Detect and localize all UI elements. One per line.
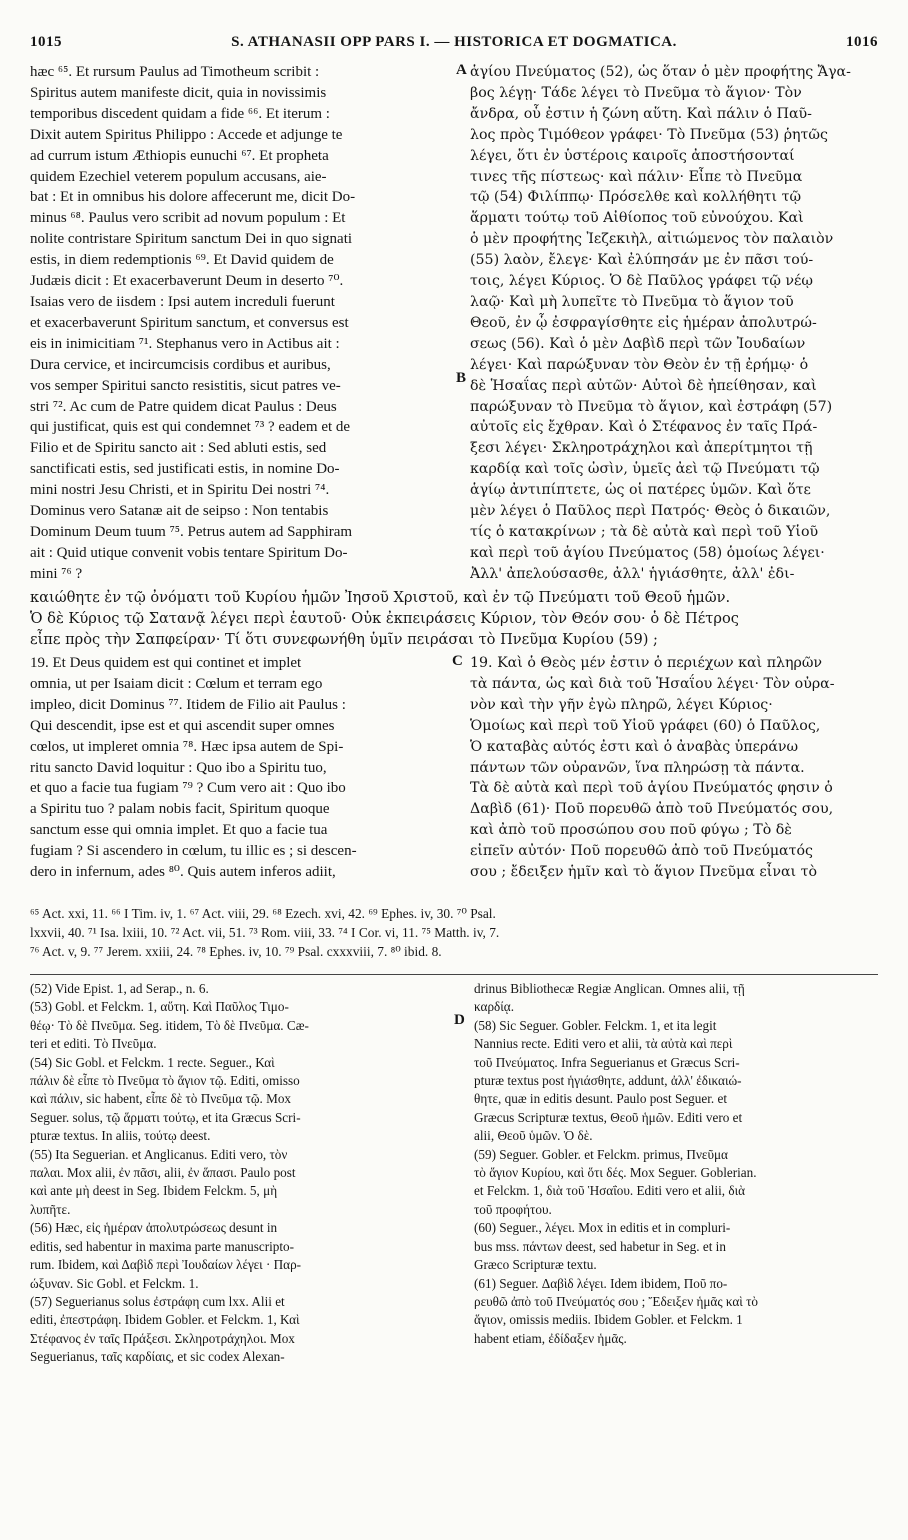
- note-line: bus mss. πάντων deest, sed habetur in Seg. et in: [474, 1238, 726, 1254]
- note-line: (58) Sic Seguer. Gobler. Felckm. 1, et ita legit: [474, 1017, 717, 1033]
- page-number-right: 1016: [846, 34, 878, 50]
- text-line: Ἀλλ' ἀπελούσασθε, ἀλλ' ἡγιάσθητε, ἀλλ' ἐδι-: [470, 565, 795, 582]
- text-line: ὁ μὲν προφήτης Ἰεζεκιὴλ, αἰτιώμενος τὸν παλαιὸν: [470, 231, 834, 248]
- text-line: τίς ὁ κατακρίνων ; τὰ δὲ αὐτὰ καὶ περὶ τοῦ Υἱοῦ: [470, 523, 819, 540]
- text-line: Qui descendit, ipse est et qui ascendit super omnes: [30, 717, 335, 734]
- note-line: et Felckm. 1, διὰ τοῦ Ἡσαΐου. Editi vero et alii, διὰ: [474, 1183, 746, 1199]
- page-number-left: 1015: [30, 34, 62, 50]
- text-line: τὰ πάντα, ὡς καὶ διὰ τοῦ Ἡσαΐου λέγει· Τὸν οὐρα-: [470, 675, 835, 692]
- greek-column-top: [470, 62, 878, 585]
- greek-column-bottom: [470, 653, 878, 883]
- note-line: Græcus Scripturæ textus, Θεοῦ ἡμῶν. Editi vero et: [474, 1109, 743, 1125]
- note-line: (57) Seguerianus solus ἐστράφη cum lxx. Alii et: [30, 1293, 285, 1309]
- text-line: καὶ ἀπὸ τοῦ προσώπου σου ποῦ φύγω ; Τὸ δὲ: [470, 822, 792, 839]
- text-line: sanctificati estis, sed justificati estis, in nomine Do-: [30, 461, 340, 478]
- notes-column-left: [30, 980, 448, 1367]
- text-line: Θεοῦ, ἐν ᾧ ἐσφραγίσθητε εἰς ἡμέραν ἀπολυτρώ-: [470, 314, 817, 331]
- note-line: (61) Seguer. Δαβὶδ λέγει. Idem ibidem, Ποῦ πο-: [474, 1275, 728, 1291]
- running-title: S. ATHANASII OPP PARS I. — HISTORICA ET DOGMATICA.: [231, 34, 677, 50]
- note-line: θέῳ· Τὸ δὲ Πνεῦμα. Seg. itidem, Τὸ δὲ Πνεῦμα. Cæ-: [30, 1017, 309, 1033]
- text-line: nolite contristare Spiritum sanctum Dei in quo signati: [30, 231, 353, 248]
- scripture-references: [30, 904, 878, 961]
- text-line: fugiam ? Si ascendero in cœlum, tu illic es ; si descen-: [30, 843, 357, 860]
- margin-letter-c: C: [452, 653, 463, 669]
- note-line: θητε, quæ in editis desunt. Paulo post Seguer. et: [474, 1091, 727, 1107]
- text-line: σεως (56). Καὶ ὁ μὲν Δαβὶδ περὶ τῶν Ἰουδαίων: [470, 335, 806, 352]
- text-line: a Spiritu tuo ? palam nobis facit, Spiritum quoque: [30, 801, 330, 818]
- note-line: alii, Θεοῦ ὑμῶν. Ὁ δὲ.: [474, 1128, 593, 1144]
- text-line: et exacerbaverunt Spiritum sanctum, et conversus est: [30, 314, 349, 331]
- text-line: νὸν καὶ τὴν γῆν ἐγὼ πληρῶ, λέγει Κύριος·: [470, 696, 773, 713]
- note-line: καὶ πάλιν, sic habent, εἶπε δὲ τὸ Πνεῦμα τῷ. Mox: [30, 1091, 292, 1107]
- text-line: τινες τῆς πίστεως· καὶ πάλιν· Εἶπε τὸ Πνεῦμα: [470, 168, 803, 185]
- text-line: mini nostri Jesu Christi, et in Spiritu Dei nostri ⁷⁴.: [30, 482, 330, 499]
- note-line: Græco Scripturæ textu.: [474, 1257, 597, 1273]
- text-line: ξεσι λέγει· Σκληροτράχηλοι καὶ ἀπερίτμητοι τῇ: [470, 440, 813, 457]
- note-line: ώξυναν. Sic Gobl. et Felckm. 1.: [30, 1275, 199, 1291]
- margin-letter-a: A: [456, 62, 467, 78]
- text-line: Spiritus autem manifeste dicit, quia in novissimis: [30, 84, 327, 101]
- text-line: quidem Ezechiel veterem populum accusans, aie-: [30, 168, 327, 185]
- note-line: πάλιν δὲ εἶπε τὸ Πνεῦμα τὸ ἅγιον τῷ. Editi, omisso: [30, 1073, 300, 1089]
- text-line: Δαβὶδ (61)· Ποῦ πορευθῶ ἀπὸ τοῦ Πνεύματός σου,: [470, 801, 834, 818]
- text-line: cœlos, ut impleret omnia ⁷⁸. Hæc ipsa autem de Spi-: [30, 738, 344, 755]
- text-line: dero in infernum, ades ⁸⁰. Quis autem inferos adiit,: [30, 864, 336, 881]
- text-line: εἶπε πρὸς τὴν Σαπφείραν· Τί ὅτι συνεφωνήθη ὑμῖν πειράσαι τὸ Πνεῦμα Κυρίου (59) ;: [30, 631, 658, 648]
- note-line: editi, ἐπεστράφη. Ibidem Gobler. et Felckm. 1, Καὶ: [30, 1312, 300, 1328]
- note-line: Seguer. solus, τῷ ἅρματι τούτῳ, et ita Græcus Scri-: [30, 1109, 301, 1125]
- note-line: (56) Hæc, εἰς ἡμέραν ἀπολυτρώσεως desunt in: [30, 1220, 278, 1236]
- latin-column-top: [30, 62, 452, 585]
- text-line: omnia, ut per Isaiam dicit : Cœlum et terram ego: [30, 675, 323, 692]
- page-header: [30, 34, 878, 56]
- text-line: ἅρματι τούτῳ τοῦ Αἰθίοπος τοῦ εὐνούχου. Καὶ: [470, 210, 804, 227]
- note-line: λυπῆτε.: [30, 1201, 71, 1217]
- text-line: Dominus vero Satanæ ait de seipso : Non tentabis: [30, 503, 329, 520]
- note-line: Seguerianus, ταῖς καρδίαις, et sic codex Alexan-: [30, 1349, 285, 1365]
- text-line: λέγει, ὅτι ἐν ὑστέροις καιροῖς ἀποστήσονταί: [470, 147, 795, 164]
- margin-letter-b: B: [456, 370, 467, 386]
- text-line: Judæis dicit : Et exacerbaverunt Deum in deserto ⁷⁰.: [30, 273, 344, 290]
- text-line: ritu sancto David loquitur : Quo ibo a Spiritu tuo,: [30, 759, 327, 776]
- text-line: Dura cervice, et incircumcisis cordibus et auribus,: [30, 356, 331, 373]
- note-line: καὶ ante μὴ deest in Seg. Ibidem Felckm. 5, μὴ: [30, 1183, 278, 1199]
- text-line: (55) λαὸν, ἔλεγε· Καὶ ἐλύπησάν με ἐν πᾶσι τού-: [470, 252, 814, 269]
- note-line: pturæ textus post ἡγιάσθητε, addunt, ἀλλ' ἐδικαιώ-: [474, 1073, 742, 1089]
- note-line: (53) Gobl. et Felckm. 1, αὕτη. Καὶ Παῦλος Τιμο-: [30, 999, 289, 1015]
- note-line: (52) Vide Epist. 1, ad Serap., n. 6.: [30, 981, 209, 996]
- note-line: ρευθῶ ἀπὸ τοῦ Πνεύματός σου ; Ἔδειξεν ἡμᾶς καὶ τὸ: [474, 1293, 759, 1309]
- note-line: pturæ textus. In aliis, τούτῳ deest.: [30, 1128, 211, 1144]
- note-line: editis, sed habentur in maxima parte manuscripto-: [30, 1238, 295, 1254]
- text-line: σου ; ἔδειξεν ἡμῖν καὶ τὸ ἅγιον Πνεῦμα εἶναι τὸ: [470, 864, 818, 881]
- text-line: τῷ (54) Φιλίππῳ· Πρόσελθε καὶ κολλήθητι τῷ: [470, 189, 802, 206]
- note-line: τοῦ προφήτου.: [474, 1201, 552, 1217]
- note-line: ἅγιον, omissis mediis. Ibidem Gobler. et Felckm. 1: [474, 1312, 743, 1328]
- text-line: temporibus discedent quidam a fide ⁶⁶. Et iterum :: [30, 105, 330, 122]
- note-line: (60) Seguer., λέγει. Mox in editis et in compluri-: [474, 1220, 731, 1236]
- text-line: ἄνδρα, οὗ ἐστιν ἡ ζώνη αὕτη. Καὶ πάλιν ὁ Παῦ-: [470, 105, 812, 122]
- text-line: bat : Et in omnibus his dolore affecerunt me, dicit Do-: [30, 189, 356, 206]
- text-line: sanctum esse qui omnia implet. Et quo a facie tua: [30, 822, 328, 839]
- text-line: τοις, λέγει Κύριος. Ὁ δὲ Παῦλος γράφει τῷ νέῳ: [470, 273, 813, 290]
- notes-divider: [30, 974, 878, 975]
- text-line: qui justificat, quis est qui condemnet ⁷³ ? eadem et de: [30, 419, 351, 436]
- text-line: mini ⁷⁶ ?: [30, 565, 83, 582]
- text-line: Τὰ δὲ αὐτὰ καὶ περὶ τοῦ ἁγίου Πνεύματός φησιν ὁ: [470, 780, 833, 797]
- note-line: teri et editi. Τὸ Πνεῦμα.: [30, 1036, 157, 1052]
- text-line: ad currum istum Æthiopis eunuchi ⁶⁷. Et propheta: [30, 147, 329, 164]
- reference-line: ⁷⁶ Act. v, 9. ⁷⁷ Jerem. xxiii, 24. ⁷⁸ Ephes. iv, 10. ⁷⁹ Psal. cxxxviii, 7. ⁸⁰ ibid. 8.: [30, 944, 442, 959]
- note-line: rum. Ibidem, καὶ Δαβὶδ περὶ Ἰουδαίων λέγει · Παρ-: [30, 1257, 302, 1273]
- text-line: λος πρὸς Τιμόθεον γράφει· Τὸ Πνεῦμα (53) ῥητῶς: [470, 126, 828, 143]
- reference-line: lxxvii, 40. ⁷¹ Isa. lxiii, 10. ⁷² Act. vii, 51. ⁷³ Rom. viii, 33. ⁷⁴ I Cor. vi, 11. ⁷⁵ Matth. iv, 7.: [30, 925, 500, 940]
- text-line: Ὁμοίως καὶ περὶ τοῦ Υἱοῦ γράφει (60) ὁ Παῦλος,: [470, 717, 821, 734]
- text-line: ἁγίῳ ἀντιπίπτετε, ὡς οἱ πατέρες ὑμῶν. Καὶ ὅτε: [470, 482, 811, 499]
- text-line: et quo a facie tua fugiam ⁷⁹ ? Cum vero ait : Quo ibo: [30, 780, 346, 797]
- note-line: (55) Ita Seguerian. et Anglicanus. Editi vero, τὸν: [30, 1146, 288, 1162]
- text-line: estis, in diem redemptionis ⁶⁹. Et David quidem de: [30, 252, 334, 269]
- text-line: δὲ Ἡσαΐας περὶ αὐτῶν· Αὐτοὶ δὲ ἠπείθησαν, καὶ: [470, 377, 817, 394]
- text-line: ἁγίου Πνεύματος (52), ὡς ὅταν ὁ μὲν προφήτης Ἄγα-: [470, 64, 851, 80]
- text-line: Isaias vero de iisdem : Ipsi autem increduli fuerunt: [30, 293, 335, 310]
- text-line: καὶ περὶ τοῦ ἁγίου Πνεύματος (58) ὁμοίως λέγει·: [470, 544, 825, 561]
- text-line: Ὁ δὲ Κύριος τῷ Σατανᾷ λέγει περὶ ἑαυτοῦ· Οὐκ ἐκπειράσεις Κύριον, τὸν Θεόν σου· ὁ δὲ Πέτρος: [30, 610, 739, 627]
- latin-column-bottom: [30, 653, 452, 883]
- text-line: πάντων τῶν οὐρανῶν, ἵνα πληρώσῃ τὰ πάντα.: [470, 759, 805, 776]
- text-line: παρώξυναν τὸ Πνεῦμα τὸ ἅγιον, καὶ ἐστράφη (57): [470, 398, 833, 415]
- text-line: Filio et de Spiritu sancto ait : Sed abluti estis, sed: [30, 440, 327, 457]
- text-line: hæc ⁶⁵. Et rursum Paulus ad Timotheum scribit :: [30, 64, 320, 80]
- note-line: καρδίᾳ.: [474, 999, 514, 1015]
- text-line: vos semper Spiritui sancto resistitis, sicut patres ve-: [30, 377, 341, 394]
- text-line: μὲν λέγει ὁ Παῦλος περὶ Πατρός· Θεὸς ὁ δικαιῶν,: [470, 503, 831, 520]
- note-line: Στέφανος ἐν ταῖς Πράξεσι. Σκληροτράχηλοι. Mox: [30, 1330, 295, 1346]
- text-line: αὐτοῖς εἰς ἔχθραν. Καὶ ὁ Στέφανος ἐν ταῖς Πρά-: [470, 419, 818, 436]
- text-line: impleo, dicit Dominus ⁷⁷. Itidem de Filio ait Paulus :: [30, 696, 346, 713]
- text-line: ait : Quid utique convenit vobis tentare Spiritum Do-: [30, 544, 348, 561]
- text-line: eis in inimicitiam ⁷¹. Stephanus vero in Actibus ait :: [30, 335, 340, 352]
- text-line: λαῷ· Καὶ μὴ λυπεῖτε τὸ Πνεῦμα τὸ ἅγιον τοῦ: [470, 293, 794, 310]
- text-line: εἰπεῖν αὐτόν· Ποῦ πορευθῶ ἀπὸ τοῦ Πνεύματός: [470, 843, 813, 860]
- note-line: (54) Sic Gobl. et Felckm. 1 recte. Seguer., Καὶ: [30, 1054, 275, 1070]
- note-line: Nannius recte. Editi vero et alii, τὰ αὐτὰ καὶ περὶ: [474, 1036, 733, 1052]
- reference-line: ⁶⁵ Act. xxi, 11. ⁶⁶ I Tim. iv, 1. ⁶⁷ Act. viii, 29. ⁶⁸ Ezech. xvi, 42. ⁶⁹ Ephes. iv, 30. ⁷⁰ Psal.: [30, 906, 496, 921]
- note-line: drinus Bibliothecæ Regiæ Anglican. Omnes alii, τῇ: [474, 981, 745, 996]
- note-line: παλαι. Mox alii, ἐν πᾶσι, alii, ἐν ἅπασι. Paulo post: [30, 1165, 296, 1181]
- text-line: καρδίᾳ καὶ τοῖς ὠσὶν, ὑμεῖς ἀεὶ τῷ Πνεύματι τῷ: [470, 461, 820, 478]
- note-line: τοῦ Πνεύματος. Infra Seguerianus et Græcus Scri-: [474, 1054, 740, 1070]
- text-line: Ὁ καταβὰς αὐτός ἐστι καὶ ὁ ἀναβὰς ὑπεράνω: [470, 738, 799, 755]
- text-line: 19. Καὶ ὁ Θεὸς μέν ἐστιν ὁ περιέχων καὶ πληρῶν: [470, 655, 823, 671]
- note-line: (59) Seguer. Gobler. et Felckm. primus, Πνεῦμα: [474, 1146, 728, 1162]
- text-line: βος λέγῃ· Τάδε λέγει τὸ Πνεῦμα τὸ ἅγιον· Τὸν: [470, 84, 802, 101]
- text-line: λέγει· Καὶ παρώξυναν τὸν Θεὸν ἐν τῇ ἐρήμῳ· ὁ: [470, 356, 809, 373]
- notes-column-right: [474, 980, 878, 1348]
- text-line: stri ⁷². Ac cum de Patre quidem dicat Paulus : Deus: [30, 398, 337, 415]
- text-line: καιώθητε ἐν τῷ ὀνόματι τοῦ Κυρίου ἡμῶν Ἰησοῦ Χριστοῦ, καὶ ἐν τῷ Πνεύματι τοῦ Θεοῦ ἡμῶν.: [30, 589, 731, 606]
- text-line: Dixit autem Spiritus Philippo : Accede et adjunge te: [30, 126, 343, 143]
- greek-full-width-passage: [30, 587, 878, 650]
- text-line: 19. Et Deus quidem est qui continet et implet: [30, 655, 302, 671]
- note-line: τὸ ἅγιον Κυρίου, καὶ ὅτι δές. Mox Seguer. Goblerian.: [474, 1165, 757, 1181]
- text-line: Dominum Deum tuum ⁷⁵. Petrus autem ad Sapphiram: [30, 523, 353, 540]
- text-line: minus ⁶⁸. Paulus vero scribit ad novum populum : Et: [30, 210, 346, 227]
- margin-letter-d: D: [454, 1012, 465, 1028]
- note-line: habent etiam, ἐδίδαξεν ἡμᾶς.: [474, 1330, 627, 1346]
